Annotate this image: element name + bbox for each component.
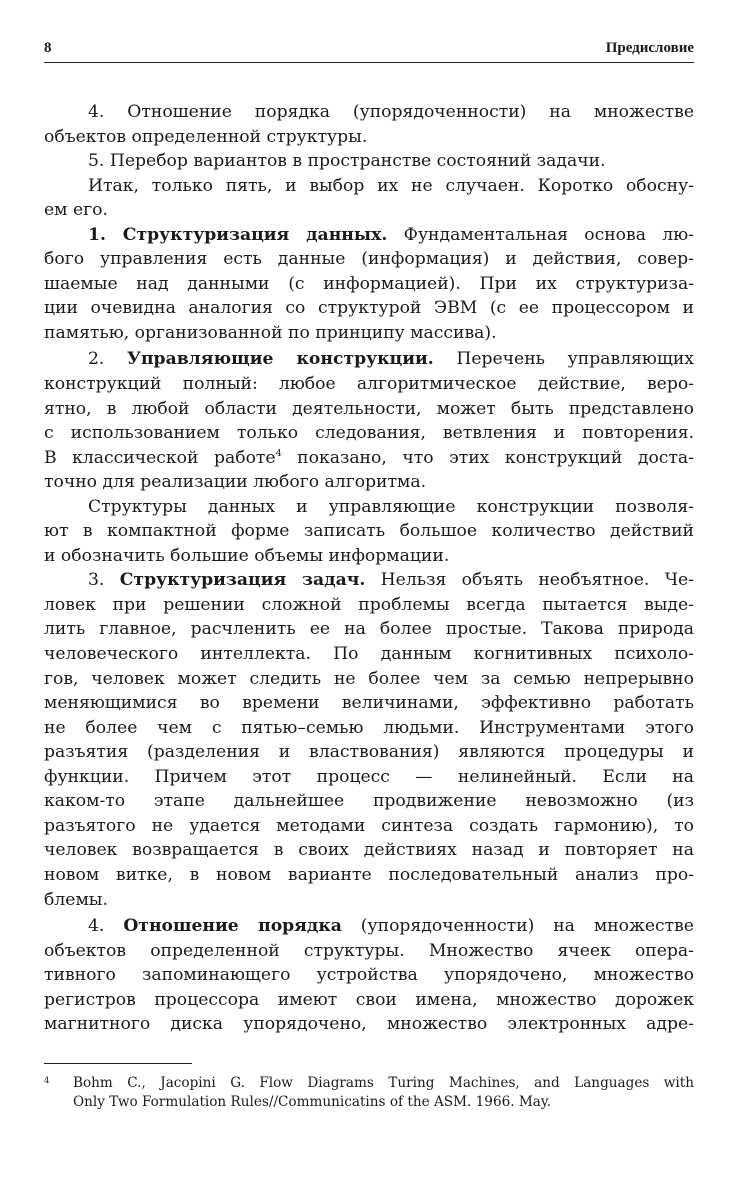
- text-line: [44, 568, 694, 593]
- text-line: гов, человек может следить не более чем за семью непрерывно: [44, 668, 694, 689]
- text-line: каком-то этапе дальнейшее продвижение невозможно (из: [44, 791, 694, 812]
- text-line: и обозначить большие объемы информации.: [44, 545, 450, 566]
- text-line: разъятого не удается методами синтеза создать гармонию), то: [44, 815, 694, 836]
- text-line: блемы.: [44, 889, 108, 910]
- text-span: Нельзя объять необъятное. Че-: [365, 570, 694, 591]
- text-line: ловек при решении сложной проблемы всегда пытается выде-: [44, 594, 694, 615]
- text-line: памятью, организованной по принципу массива).: [44, 322, 497, 343]
- text-line: [44, 446, 694, 471]
- text-span: показано, что этих конструкций доста-: [281, 447, 694, 468]
- text-line: меняющимися во времени величинами, эффективно работать: [44, 693, 694, 714]
- text-span: (упорядоченности) на множестве: [341, 916, 694, 937]
- section-heading-tasks: Структуризация задач.: [119, 570, 366, 591]
- text-line: [44, 223, 694, 248]
- footnote: [44, 1074, 694, 1112]
- page-number: 8: [44, 40, 52, 56]
- body-text: [44, 100, 694, 1037]
- section-heading-data: 1. Структуризация данных.: [88, 224, 388, 245]
- text-span: Фундаментальная основа лю-: [387, 224, 694, 245]
- text-line: с использованием только следования, ветвления и повторения.: [44, 423, 694, 444]
- text-line: тивного запоминающего устройства упорядочено, множество: [44, 965, 694, 986]
- text-line: новом витке, в новом варианте последовательный анализ про-: [44, 864, 694, 885]
- text-line: бого управления есть данные (информация) и действия, совер-: [44, 249, 694, 270]
- text-line: Итак, только пять, и выбор их не случаен. Коротко обосну-: [88, 175, 694, 196]
- text-line: [44, 347, 694, 372]
- section-heading-control: Управляющие конструкции.: [127, 349, 434, 370]
- item-number: 2.: [88, 349, 128, 370]
- text-line: объектов определенной структуры. Множество ячеек опера-: [44, 940, 694, 961]
- footnote-line: Bohm C., Jacopini G. Flow Diagrams Turing Machines, and Languages with: [73, 1075, 694, 1091]
- text-line: 5. Перебор вариантов в пространстве состояний задачи.: [88, 151, 606, 172]
- text-line: 4. Отношение порядка (упорядоченности) на множестве: [88, 102, 694, 122]
- text-line: ятно, в любой области деятельности, может быть представлено: [44, 398, 694, 419]
- text-line: ции очевидна аналогия со структурой ЭВМ (с ее процессором и: [44, 298, 694, 319]
- text-line: функции. Причем этот процесс — нелинейный. Если на: [44, 766, 694, 787]
- footnote-text: [73, 1074, 694, 1112]
- running-header: [44, 40, 694, 63]
- text-line: разъятия (разделения и властвования) являются процедуры и: [44, 742, 694, 763]
- text-line: [44, 914, 694, 939]
- text-line: магнитного диска упорядочено, множество электронных адре-: [44, 1014, 694, 1035]
- footnote-rule: [44, 1063, 192, 1064]
- footnote-marker: 4: [44, 1076, 50, 1086]
- item-number: 4.: [88, 916, 124, 937]
- text-line: конструкций полный: любое алгоритмическое действие, веро-: [44, 374, 694, 395]
- text-line: не более чем с пятью–семью людьми. Инструментами этого: [44, 717, 694, 738]
- section-title: Предисловие: [605, 40, 694, 56]
- item-number: 3.: [88, 570, 120, 591]
- footnote-reference: 4: [275, 447, 282, 459]
- text-line: лить главное, расчленить ее на более простые. Такова природа: [44, 619, 694, 640]
- footnote-line: Only Two Formulation Rules//Communicatins of the ASM. 1966. May.: [73, 1094, 552, 1110]
- text-line: человеческого интеллекта. По данным когнитивных психоло-: [44, 644, 694, 665]
- text-line: ют в компактной форме записать большое количество действий: [44, 521, 694, 542]
- section-heading-order: Отношение порядка: [123, 916, 342, 937]
- text-line: регистров процессора имеют свои имена, множество дорожек: [44, 989, 694, 1010]
- text-line: объектов определенной структуры.: [44, 126, 368, 147]
- text-span: В классической работе: [44, 447, 276, 468]
- text-line: Структуры данных и управляющие конструкции позволя-: [88, 496, 694, 517]
- text-line: точно для реализации любого алгоритма.: [44, 472, 427, 493]
- text-line: шаемые над данными (с информацией). При их структуриза-: [44, 273, 694, 294]
- text-line: ем его.: [44, 200, 108, 221]
- text-span: Перечень управляющих: [433, 349, 694, 370]
- text-line: человек возвращается в своих действиях назад и повторяет на: [44, 840, 694, 861]
